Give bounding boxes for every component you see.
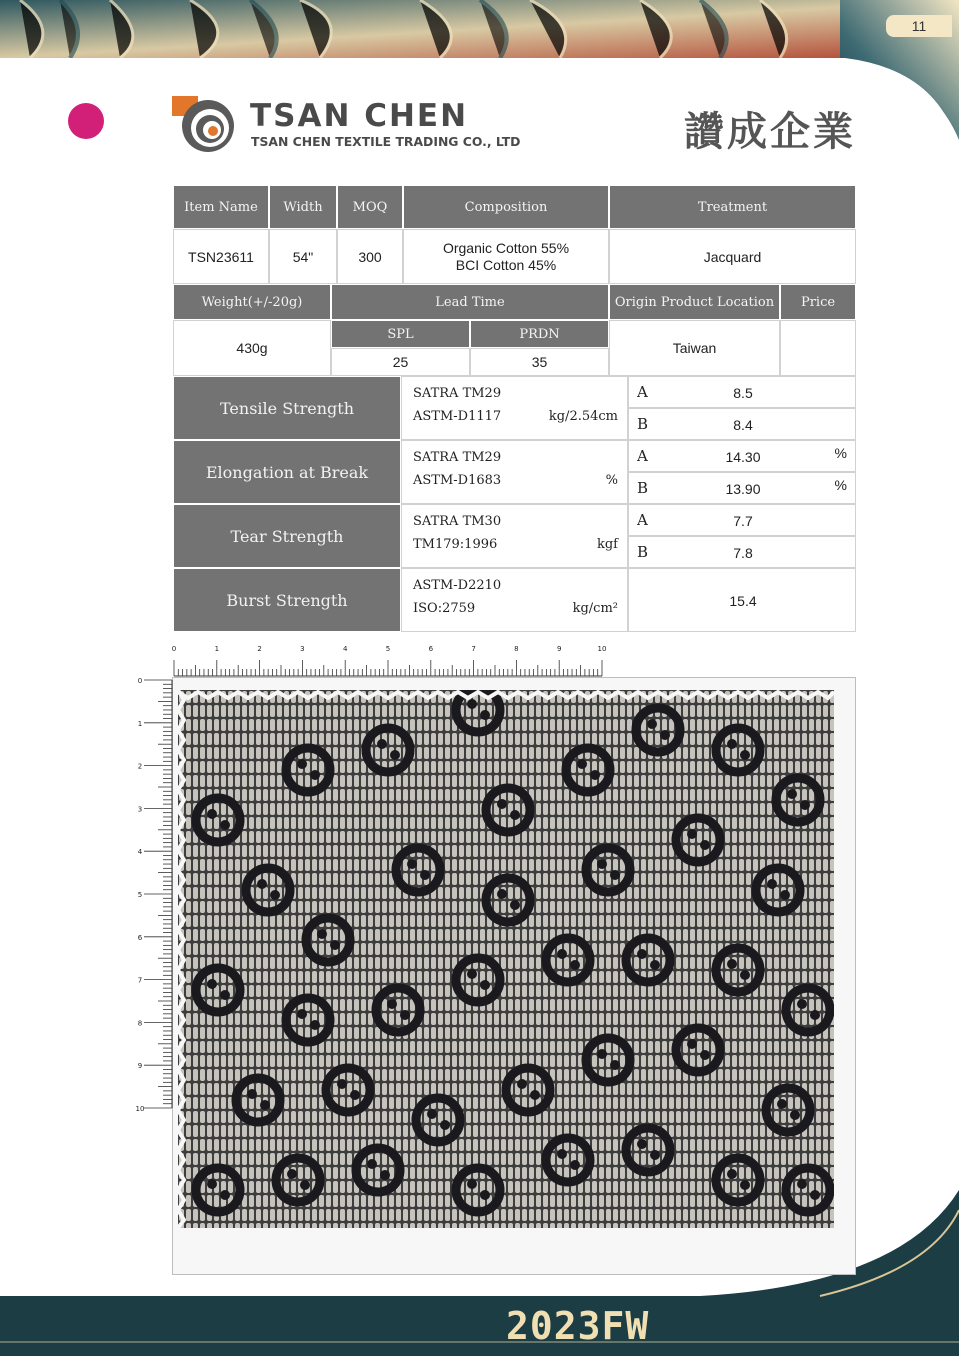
result-label: A [637, 511, 648, 529]
motif-dot [207, 809, 217, 819]
header-moq: MOQ [337, 185, 403, 229]
header-price: Price [780, 284, 856, 320]
result-percent: % [834, 445, 847, 461]
result-value: 7.8 [733, 545, 753, 561]
accent-dot [68, 103, 104, 139]
result-value: 15.4 [729, 593, 757, 609]
test-name-tear: Tear Strength [173, 504, 401, 568]
motif-dot [407, 859, 417, 869]
value-prdn: 35 [470, 348, 609, 376]
header-prdn: PRDN [470, 320, 609, 348]
motif-dot [687, 829, 697, 839]
tsan-chen-logo-icon [172, 96, 236, 154]
value-width: 54" [269, 229, 337, 284]
motif-dot [650, 960, 660, 970]
ruler-label: 1 [137, 719, 143, 728]
result-value: 13.90 [725, 481, 761, 497]
ruler-label: 4 [342, 645, 348, 653]
method-line-2: ASTM-D1117 [413, 409, 502, 424]
motif-dot [367, 1159, 377, 1169]
header-origin: Origin Product Location [609, 284, 780, 320]
motif-dot [610, 1060, 620, 1070]
motif-dot [310, 770, 320, 780]
motif-dot [300, 1180, 310, 1190]
motif-dot [220, 1190, 230, 1200]
ruler-label: 0 [137, 677, 143, 685]
motif-dot [480, 710, 490, 720]
motif-dot [650, 1150, 660, 1160]
motif-dot [220, 820, 230, 830]
ruler-label: 10 [135, 1105, 145, 1113]
value-spl: 25 [331, 348, 470, 376]
result-label: B [637, 479, 649, 497]
motif-dot [510, 810, 520, 820]
motif-dot [510, 900, 520, 910]
motif-dot [637, 1139, 647, 1149]
method-line-1: SATRA TM29 [413, 386, 502, 401]
motif-dot [800, 800, 810, 810]
motif-dot [740, 970, 750, 980]
motif-dot [297, 1009, 307, 1019]
ruler-top [170, 640, 610, 678]
result-tear-a [628, 504, 856, 536]
method-line-2: TM179:1996 [413, 537, 498, 552]
method-line-2: ASTM-D1683 [413, 473, 502, 488]
ruler-label: 0 [171, 645, 177, 653]
motif-dot [590, 770, 600, 780]
motif-dot [390, 750, 400, 760]
ruler-label: 3 [300, 645, 305, 653]
motif-dot [337, 1079, 347, 1089]
result-label: B [637, 543, 649, 561]
result-value: 8.4 [733, 417, 753, 433]
brand-name: TSAN CHEN [250, 98, 469, 134]
motif-dot [387, 999, 397, 1009]
header-spl: SPL [331, 320, 470, 348]
method-line-2: ISO:2759 [413, 601, 476, 616]
motif-dot [207, 1179, 217, 1189]
test-name-burst: Burst Strength [173, 568, 401, 632]
brand-subtitle: TSAN CHEN TEXTILE TRADING CO., LTD [251, 134, 521, 149]
ruler-label: 7 [137, 976, 143, 985]
value-weight: 430g [173, 320, 331, 376]
result-tear-b [628, 536, 856, 568]
result-value: 14.30 [725, 449, 761, 465]
result-elongation-b [628, 472, 856, 504]
ruler-label: 5 [385, 645, 391, 653]
value-composition [403, 229, 609, 284]
motif-dot [557, 1149, 567, 1159]
ruler-label: 7 [471, 645, 476, 653]
result-burst [628, 568, 856, 632]
motif-dot [467, 699, 477, 709]
motif-dot [700, 1050, 710, 1060]
motif-dot [570, 960, 580, 970]
motif-dot [530, 1090, 540, 1100]
method-unit: kgf [596, 537, 618, 552]
header-weight: Weight(+/-20g) [173, 284, 331, 320]
motif-dot [780, 890, 790, 900]
value-moq: 300 [337, 229, 403, 284]
footer-season-label: 2023FW [506, 1304, 650, 1348]
ruler-label: 6 [137, 933, 143, 942]
ruler-label: 2 [137, 762, 143, 771]
result-percent: % [834, 477, 847, 493]
test-name-tensile: Tensile Strength [173, 376, 401, 440]
fabric-swatch-image [178, 690, 834, 1228]
motif-dot [810, 1010, 820, 1020]
motif-dot [400, 1010, 410, 1020]
motif-dot [330, 940, 340, 950]
header-width: Width [269, 185, 337, 229]
motif-dot [297, 759, 307, 769]
ruler-left [128, 674, 174, 1114]
motif-dot [270, 890, 280, 900]
ruler-label: 9 [137, 1062, 143, 1071]
motif-dot [740, 750, 750, 760]
result-value: 8.5 [733, 385, 753, 401]
brand-chinese-name: 讚成企業 [684, 109, 856, 155]
motif-dot [480, 980, 490, 990]
motif-dot [260, 1100, 270, 1110]
motif-dot [660, 730, 670, 740]
ruler-label: 1 [214, 645, 220, 653]
method-line-1: SATRA TM30 [413, 514, 502, 529]
value-item-name: TSN23611 [173, 229, 269, 284]
result-tensile-b [628, 408, 856, 440]
motif-dot [317, 929, 327, 939]
motif-dot [647, 719, 657, 729]
motif-dot [767, 879, 777, 889]
motif-dot [480, 1190, 490, 1200]
motif-dot [557, 949, 567, 959]
motif-dot [810, 1190, 820, 1200]
motif-dot [610, 870, 620, 880]
motif-dot [597, 859, 607, 869]
motif-dot [247, 1089, 257, 1099]
ruler-label: 3 [137, 805, 143, 814]
ruler-label: 10 [597, 645, 607, 653]
page-number: 11 [886, 15, 952, 37]
motif-dot [797, 1179, 807, 1189]
motif-dot [497, 889, 507, 899]
motif-dot [517, 1079, 527, 1089]
motif-dot [380, 1170, 390, 1180]
motif-dot [310, 1020, 320, 1030]
motif-dot [727, 959, 737, 969]
header-item-name: Item Name [173, 185, 269, 229]
method-line-1: SATRA TM29 [413, 450, 502, 465]
motif-dot [377, 739, 387, 749]
motif-dot [497, 799, 507, 809]
motif-dot [577, 759, 587, 769]
ruler-label: 5 [137, 891, 143, 899]
result-label: A [637, 447, 648, 465]
motif-dot [790, 1110, 800, 1120]
motif-dot [350, 1090, 360, 1100]
composition-line-2: BCI Cotton 45% [455, 256, 557, 273]
test-name-elongation: Elongation at Break [173, 440, 401, 504]
motif-dot [467, 1179, 477, 1189]
result-tensile-a [628, 376, 856, 408]
method-unit: kg/2.54cm [548, 409, 618, 424]
test-method-tear [401, 504, 628, 568]
ruler-label: 9 [556, 645, 562, 653]
ruler-label: 4 [137, 848, 143, 857]
method-unit: % [605, 473, 618, 488]
ruler-label: 8 [514, 645, 519, 653]
motif-dot [570, 1160, 580, 1170]
header-treatment: Treatment [609, 185, 856, 229]
motif-dot [440, 1120, 450, 1130]
motif-dot [220, 990, 230, 1000]
result-value: 7.7 [733, 513, 753, 529]
test-method-elongation [401, 440, 628, 504]
method-unit: kg/cm² [572, 601, 618, 616]
motif-dot [797, 999, 807, 1009]
motif-dot [287, 1169, 297, 1179]
test-method-burst [401, 568, 628, 632]
motif-dot [777, 1099, 787, 1109]
composition-line-1: Organic Cotton 55% [442, 239, 570, 256]
motif-dot [420, 870, 430, 880]
motif-dot [700, 840, 710, 850]
value-origin: Taiwan [609, 320, 780, 376]
motif-dot [740, 1180, 750, 1190]
test-method-tensile [401, 376, 628, 440]
result-elongation-a [628, 440, 856, 472]
motif-dot [467, 969, 477, 979]
header-composition: Composition [403, 185, 609, 229]
motif-dot [637, 949, 647, 959]
value-treatment: Jacquard [609, 229, 856, 284]
header-lead-time: Lead Time [331, 284, 609, 320]
ruler-label: 6 [428, 645, 434, 653]
result-label: B [637, 415, 649, 433]
motif-dot [207, 979, 217, 989]
motif-dot [597, 1049, 607, 1059]
result-label: A [637, 383, 648, 401]
method-line-1: ASTM-D2210 [413, 578, 502, 593]
value-price [780, 320, 856, 376]
motif-dot [787, 789, 797, 799]
ruler-label: 2 [257, 645, 262, 653]
ruler-label: 8 [137, 1019, 143, 1028]
motif-dot [727, 1169, 737, 1179]
motif-dot [727, 739, 737, 749]
motif-dot [427, 1109, 437, 1119]
motif-dot [257, 879, 267, 889]
motif-dot [687, 1039, 697, 1049]
